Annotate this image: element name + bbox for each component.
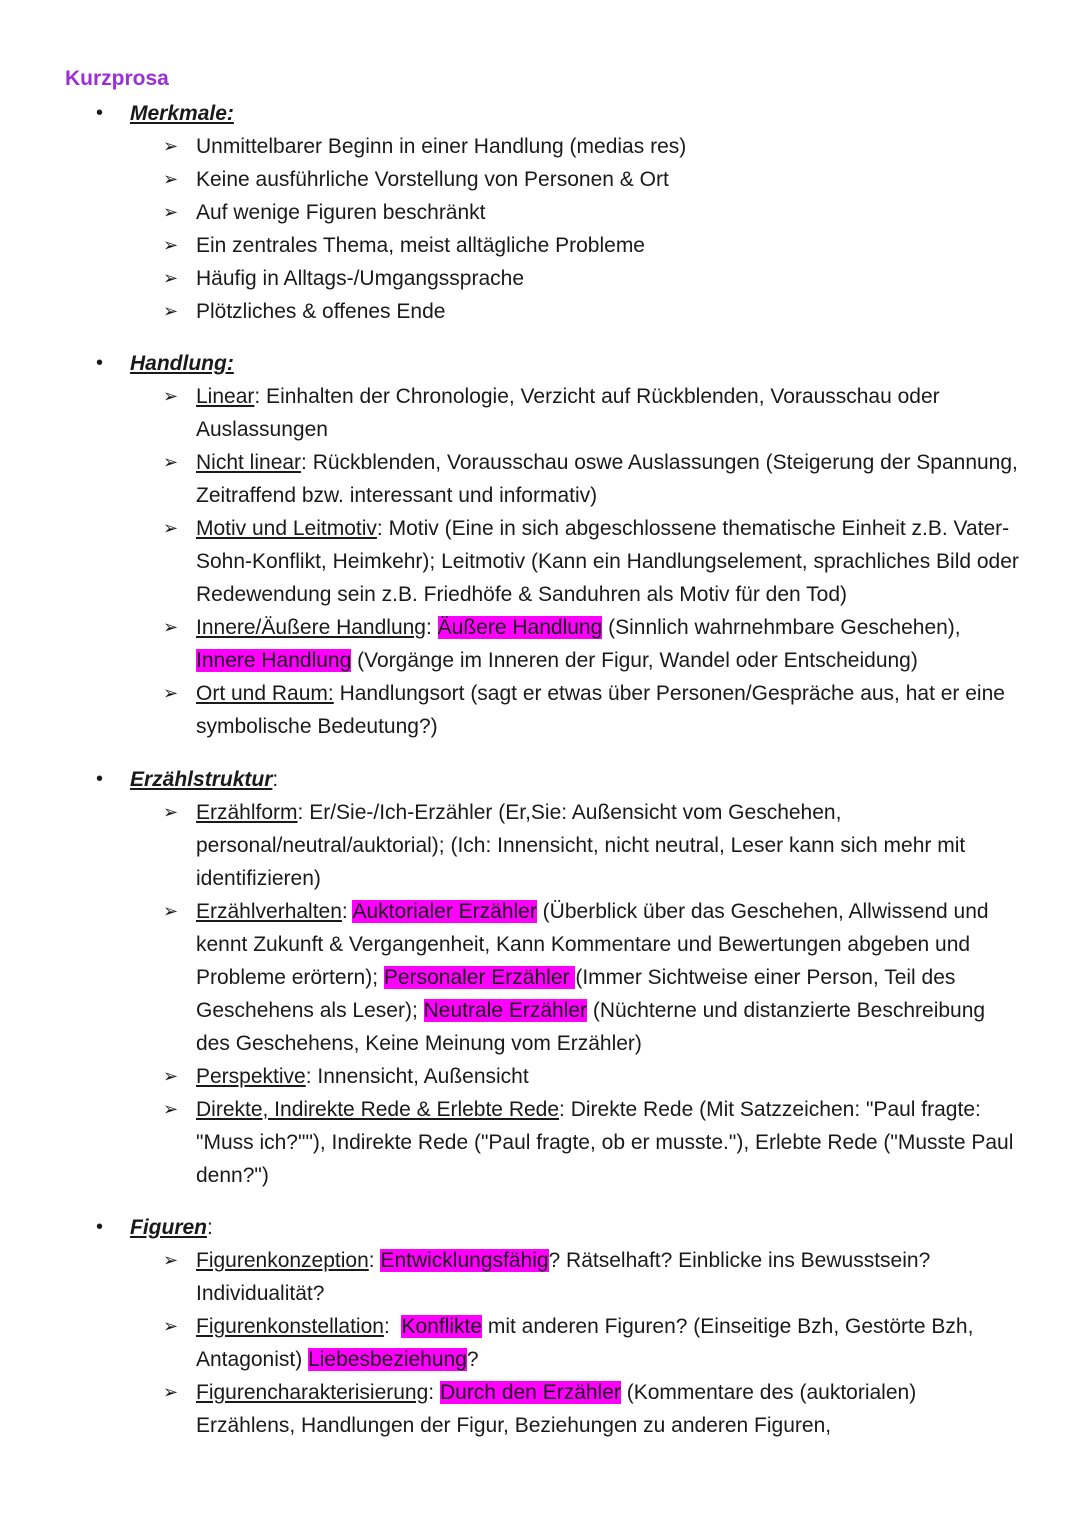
arrow-bullet-icon: ➢ [163, 901, 179, 921]
list-item [0, 677, 1080, 743]
item-text: : Motiv (Eine in sich abgeschlossene thematische Einheit z.B. Vater-Sohn-Konflikt, Heimkehr); Leitmotiv (Kann ein Handlungselement, sprachliches Bild oder Redewendung sein z.B. Friedhöfe & Sanduhren als Motiv für den Tod) [196, 517, 1019, 606]
section-heading: Handlung: [130, 352, 234, 375]
item-list [0, 130, 1080, 328]
arrow-bullet-icon: ➢ [163, 301, 179, 321]
item-text: (Überblick über das Geschehen, Allwissend und kennt Zukunft & Vergangenheit, Kann Kommentare und Bewertungen abgeben und Probleme erörtern); [196, 900, 989, 989]
list-item [0, 196, 1080, 229]
bullet-icon: • [96, 102, 104, 124]
bullet-icon: • [96, 352, 104, 374]
arrow-bullet-icon: ➢ [163, 1250, 179, 1270]
section-heading-wrap [130, 763, 278, 796]
item-text: : [341, 900, 353, 923]
list-item [0, 262, 1080, 295]
arrow-bullet-icon: ➢ [163, 268, 179, 288]
term-label: Figurencharakterisierung [196, 1381, 429, 1404]
item-text: Unmittelbarer Beginn in einer Handlung (medias res) [196, 135, 687, 158]
arrow-bullet-icon: ➢ [163, 1066, 179, 1086]
highlighted-text: Innere Handlung [196, 649, 352, 672]
term-label: Figurenkonzeption [196, 1249, 369, 1272]
arrow-bullet-icon: ➢ [163, 802, 179, 822]
highlighted-text: Liebesbeziehung [308, 1348, 467, 1371]
highlighted-text: Äußere Handlung [437, 616, 603, 639]
term-label: Nicht linear [196, 451, 302, 474]
item-list [0, 796, 1080, 1192]
list-item [0, 1060, 1080, 1093]
bullet-icon: • [96, 1216, 104, 1238]
item-text: ? [466, 1348, 479, 1371]
section-heading: Merkmale: [130, 102, 234, 125]
item-text: ? Rätselhaft? Einblicke ins Bewusstsein? Individualität? [196, 1249, 931, 1305]
list-item [0, 1244, 1080, 1310]
heading-suffix: : [207, 1216, 213, 1239]
item-text: Keine ausführliche Vorstellung von Personen & Ort [196, 168, 669, 191]
item-text: (Kommentare des (auktorialen) Erzählens, Handlungen der Figur, Beziehungen zu anderen Figuren, [196, 1381, 917, 1437]
term-label: Erzählverhalten [196, 900, 342, 923]
item-text: : Er/Sie-/Ich-Erzähler (Er,Sie: Außensicht vom Geschehen, personal/neutral/auktorial); (Ich: Innensicht, nicht neutral, Leser kann sich mehr mit identifizieren) [196, 801, 966, 890]
bullet-icon: • [96, 768, 104, 790]
list-item [0, 1093, 1080, 1192]
item-text: : [428, 1381, 440, 1404]
term-label: Direkte, Indirekte Rede & Erlebte Rede [196, 1098, 560, 1121]
term-label: Figurenkonstellation [196, 1315, 384, 1338]
heading-suffix: : [272, 768, 279, 791]
item-list [0, 380, 1080, 743]
list-item [0, 895, 1080, 1060]
list-item [0, 380, 1080, 446]
arrow-bullet-icon: ➢ [163, 1099, 179, 1119]
highlighted-text: Personaler Erzähler [383, 966, 576, 989]
list-item [0, 446, 1080, 512]
item-text: : Innensicht, Außensicht [305, 1065, 529, 1088]
item-text: : [368, 1249, 381, 1272]
page-title: Kurzprosa [65, 67, 169, 90]
term-label: Erzählform [196, 801, 298, 824]
term-label: Motiv und Leitmotiv [196, 517, 377, 540]
item-text: : Einhalten der Chronologie, Verzicht auf Rückblenden, Vorausschau oder Auslassungen [196, 385, 940, 441]
item-text: (Vorgänge im Inneren der Figur, Wandel oder Entscheidung) [351, 649, 918, 672]
arrow-bullet-icon: ➢ [163, 452, 179, 472]
list-item [0, 796, 1080, 895]
list-item [0, 163, 1080, 196]
item-text: mit anderen Figuren? (Einseitige Bzh, Gestörte Bzh, Antagonist) [196, 1315, 974, 1371]
list-item [0, 295, 1080, 328]
term-label: Innere/Äußere Handlung [196, 616, 426, 639]
arrow-bullet-icon: ➢ [163, 518, 179, 538]
term-label: Linear [196, 385, 255, 408]
item-text: (Sinnlich wahrnehmbare Geschehen), [602, 616, 961, 639]
arrow-bullet-icon: ➢ [163, 235, 179, 255]
list-item [0, 229, 1080, 262]
highlighted-text: Entwicklungsfähig [380, 1249, 549, 1272]
list-item [0, 130, 1080, 163]
arrow-bullet-icon: ➢ [163, 386, 179, 406]
arrow-bullet-icon: ➢ [163, 136, 179, 156]
arrow-bullet-icon: ➢ [163, 617, 179, 637]
term-label: Perspektive [196, 1065, 306, 1088]
item-text: Handlungsort (sagt er etwas über Personen/Gespräche aus, hat er eine symbolische Bedeutung?) [196, 682, 1005, 738]
list-item [0, 512, 1080, 611]
item-list [0, 1244, 1080, 1442]
item-text: : [383, 1315, 402, 1338]
section-heading-wrap [130, 1211, 213, 1244]
list-item [0, 1310, 1080, 1376]
item-text: : [426, 616, 438, 639]
item-text: : Direkte Rede (Mit Satzzeichen: "Paul fragte: "Muss ich?""), Indirekte Rede ("Paul fragte, ob er musste."), Erlebte Rede ("Musste Paul denn?") [196, 1098, 1014, 1187]
highlighted-text: Neutrale Erzähler [423, 999, 588, 1022]
item-text: (Nüchterne und distanzierte Beschreibung des Geschehens, Keine Meinung vom Erzähler) [196, 999, 986, 1055]
arrow-bullet-icon: ➢ [163, 1382, 179, 1402]
item-text: : Rückblenden, Vorausschau oswe Auslassungen (Steigerung der Spannung, Zeitraffend bzw. interessant und informativ) [196, 451, 1018, 507]
highlighted-text: Konflikte [401, 1315, 483, 1338]
list-item [0, 611, 1080, 677]
section-heading: Erzählstruktur [130, 768, 273, 791]
arrow-bullet-icon: ➢ [163, 683, 179, 703]
highlighted-text: Durch den Erzähler [439, 1381, 621, 1404]
item-text: Auf wenige Figuren beschränkt [196, 201, 486, 224]
arrow-bullet-icon: ➢ [163, 169, 179, 189]
item-text: Ein zentrales Thema, meist alltägliche Probleme [196, 234, 645, 257]
item-text: Plötzliches & offenes Ende [196, 300, 446, 323]
item-text: Häufig in Alltags-/Umgangssprache [196, 267, 525, 290]
list-item [0, 1376, 1080, 1442]
section-heading: Figuren [130, 1216, 207, 1239]
term-label: Ort und Raum: [196, 682, 334, 705]
item-text: (Immer Sichtweise einer Person, Teil des Geschehens als Leser); [196, 966, 956, 1022]
highlighted-text: Auktorialer Erzähler [352, 900, 537, 923]
arrow-bullet-icon: ➢ [163, 202, 179, 222]
arrow-bullet-icon: ➢ [163, 1316, 179, 1336]
